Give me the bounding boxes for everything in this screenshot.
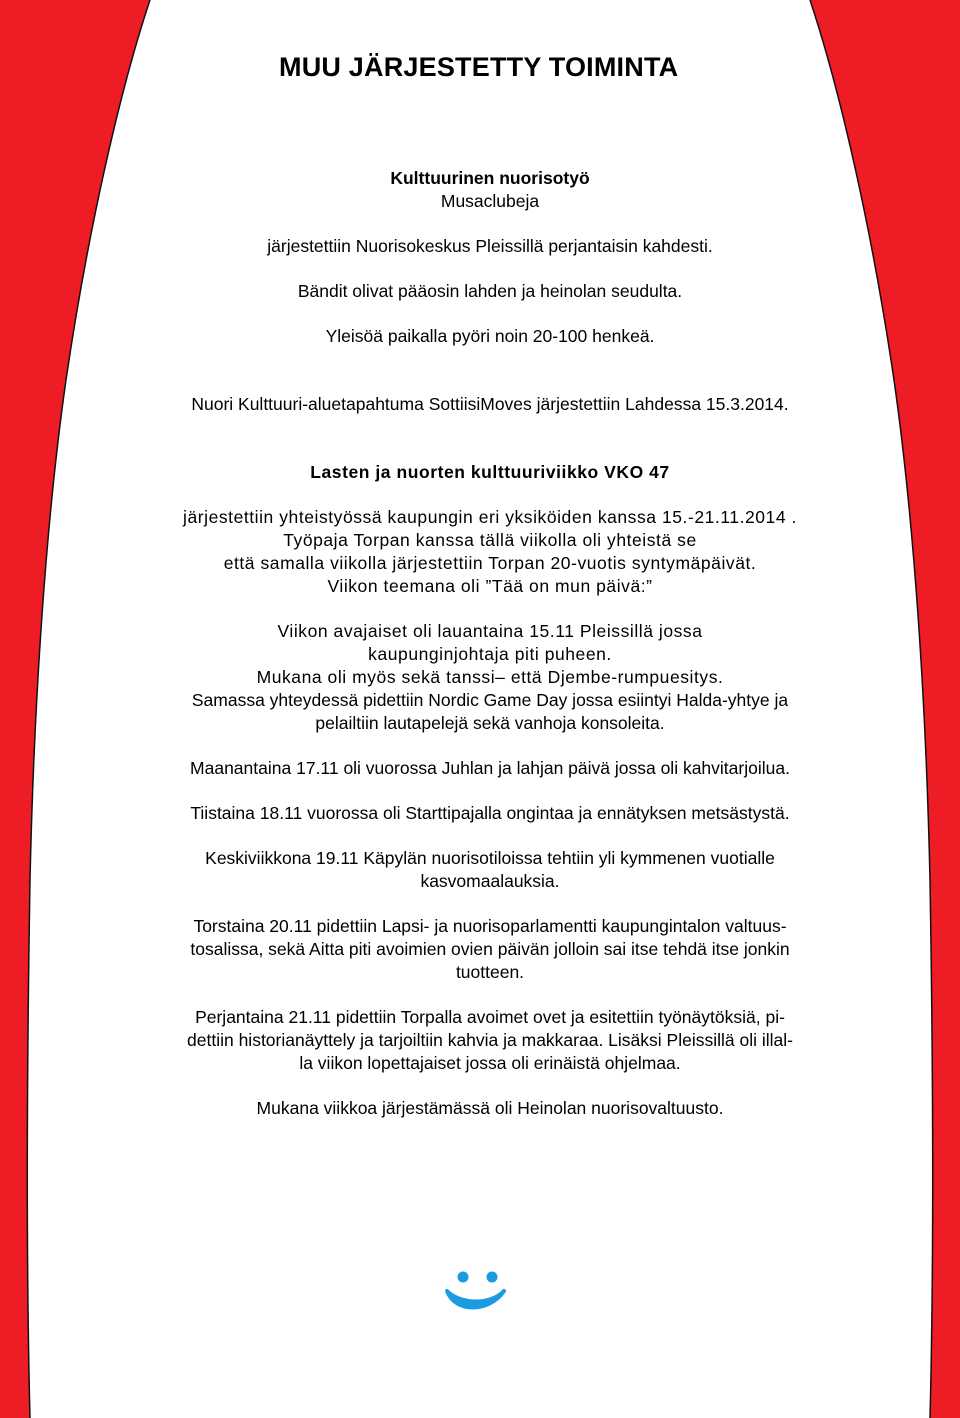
musaclubi-line: Bändit olivat pääosin lahden ja heinolan seudulta.	[297, 281, 683, 301]
section-title: Kulttuurinen nuorisotyö	[390, 168, 590, 188]
friday-text: la viikon lopettajaiset jossa oli erinäistä ohjelmaa.	[299, 1053, 681, 1073]
vko47-line: järjestettiin yhteistyössä kaupungin eri yksiköiden kanssa 15.-21.11.2014 .	[183, 507, 797, 527]
avajaiset-line: Mukana oli myös sekä tanssi– että Djembe-rumpuesitys.	[256, 667, 724, 687]
tuesday-text: Tiistaina 18.11 vuorossa oli Starttipajalla ongintaa ja ennätyksen metsästystä.	[190, 803, 790, 823]
vko47-line: Viikon teemana oli ”Tää on mun päivä:”	[327, 576, 653, 596]
thursday-text: tosalissa, sekä Aitta piti avoimien ovien päivän jolloin sai itse tehdä itse jonkin	[190, 939, 790, 959]
musaclubi-heading: Musaclubeja	[440, 191, 540, 211]
vko47-line: että samalla viikolla järjestettiin Torpan 20-vuotis syntymäpäivät.	[223, 553, 757, 573]
wednesday-text: Keskiviikkona 19.11 Käpylän nuorisotiloissa tehtiin yli kymmenen vuotialle	[205, 848, 775, 868]
avajaiset-line: Viikon avajaiset oli lauantaina 15.11 Pleissillä jossa	[277, 621, 703, 641]
thursday-text: Torstaina 20.11 pidettiin Lapsi- ja nuorisoparlamentti kaupungintalon valtuus-	[193, 916, 787, 936]
thursday-text: tuotteen.	[455, 962, 525, 982]
wednesday-text: kasvomaalauksia.	[420, 871, 560, 891]
friday-text: dettiin historianäyttely ja tarjoiltiin kahvia ja makkaraa. Lisäksi Pleissillä oli illal-	[187, 1030, 793, 1050]
vko47-heading: Lasten ja nuorten kulttuuriviikko VKO 47	[310, 462, 670, 482]
musaclubi-line: järjestettiin Nuorisokeskus Pleissillä perjantaisin kahdesti.	[267, 236, 713, 256]
document-body	[120, 167, 860, 1120]
vko47-line: Työpaja Torpan kanssa tällä viikolla oli yhteistä se	[283, 530, 697, 550]
nuori-kulttuuri-text: Nuori Kulttuuri-aluetapahtuma SottiisiMoves järjestettiin Lahdessa 15.3.2014.	[191, 394, 789, 414]
page-title: MUU JÄRJESTETTY TOIMINTA	[279, 52, 679, 82]
monday-text: Maanantaina 17.11 oli vuorossa Juhlan ja lahjan päivä jossa oli kahvitarjoilua.	[190, 758, 790, 778]
closing-text: Mukana viikkoa järjestämässä oli Heinolan nuorisovaltuusto.	[256, 1098, 724, 1118]
avajaiset-line: Samassa yhteydessä pidettiin Nordic Game Day jossa esiintyi Halda-yhtye ja	[191, 690, 789, 710]
avajaiset-line: pelailtiin lautapelejä sekä vanhoja konsoleita.	[315, 713, 665, 733]
friday-text: Perjantaina 21.11 pidettiin Torpalla avoimet ovet ja esitettiin työnäytöksiä, pi-	[195, 1007, 785, 1027]
musaclubi-line: Yleisöä paikalla pyöri noin 20-100 henkeä.	[325, 326, 655, 346]
avajaiset-line: kaupunginjohtaja piti puheen.	[368, 644, 612, 664]
